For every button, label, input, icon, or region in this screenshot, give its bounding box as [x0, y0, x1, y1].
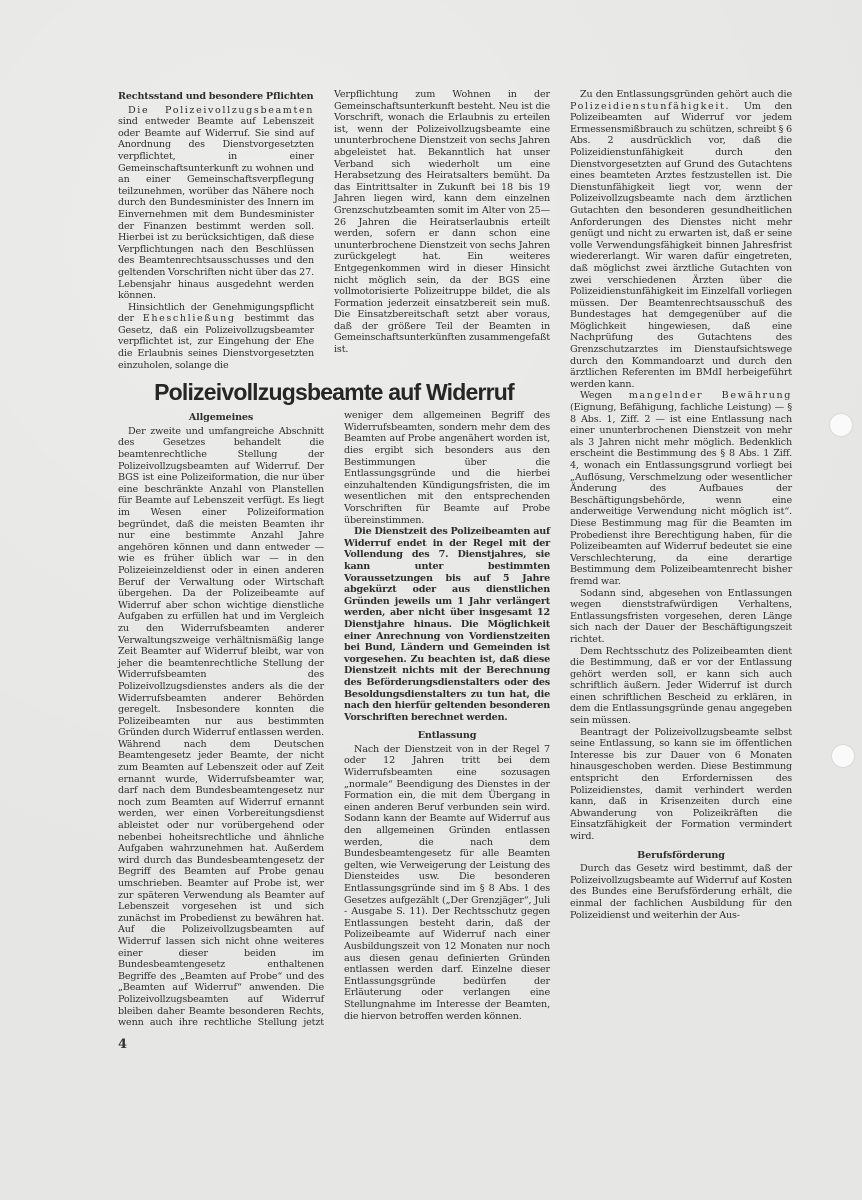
section-heading-berufsfoerderung: Berufsförderung — [637, 849, 725, 861]
section-heading-entlassung: Entlassung — [417, 730, 477, 742]
paragraph-text: sind entweder Beamte auf Lebenszeit oder Beamte auf Widerruf. Sie sind auf Anordnung des Dienstvorgesetzten verpflichtet, in einer Gemeinschaftsunterkunft zu wohnen und an einer Gemeinschaftsverpflegung teilzunehmen, worüber das Nähere noch durch den Bundesminister des Innern im Einvernehmen mit dem Bundesminister der Finanzen bestimmt werden soll. Hierbei ist zu berücksichtigen, daß diese Verpflichtungen nach den Beschlüssen des Beamtenrechtsausschusses und den geltenden Vorschriften nicht über das 27. Lebensjahr hinaus ausgedehnt werden können. — [118, 116, 314, 302]
paragraph-text: bestimmt das Gesetz, daß ein Polizeivollzugsbeamter verpflichtet ist, zur Eingehung der Ehe die Erlaubnis seines Dienstvorgesetzten einzuholen, solange die — [118, 313, 315, 371]
spaced-term: Die Polizeivollzugsbeamten — [128, 104, 314, 116]
paragraph: Verpflichtung zum Wohnen in der Gemeinschaftsunterkunft besteht. Neu ist die Vorschrift, wonach die Erlaubnis zu erteilen ist, wenn der Polizeivollzugsbeamte eine ununterbrochene Dienstzeit von sechs Jahren abgeleistet hat. Bekanntlich hat unser Verband sich wiederholt um eine Herabsetzung des Heiratsalters bemüht. Da das Eintrittsalter in Zukunft bei 18 bis 19 Jahren liegen wird, kann dem einzelnen Grenzschutzbeamten somit im Alter von 25—26 Jahren die Heiratserlaubnis erteilt werden, sofern er dann schon eine ununterbrochene Dienstzeit von sechs Jahren zurückgelegt hat. Ein weiteres Entgegenkommen wird in dieser Hinsicht nicht möglich sein, da der BGS eine vollmotorisierte Polizeitruppe bildet, die als Formation jederzeit einsatzbereit sein muß. Die Einsatzbereitschaft setzt aber voraus, daß der größere Teil der Beamten in Gemeinschaftsunterkünften zusammengefaßt ist. — [334, 89, 550, 356]
paragraph-text: (Eignung, Befähigung, fachliche Leistung) — § 8 Abs. 1, Ziff. 2 — ist eine Entlassung nach einer ununterbrochenen Dienstzeit von mehr als 3 Jahren nicht mehr möglich. Bedenklich erscheint die Bestimmung des § 8 Abs. 1 Ziff. 4, wonach ein Entlassungsgrund vorliegt bei „Auflösung, Verschmelzung oder wesentlicher Änderung des Aufbaues der Beschäftigungsbehörde, wenn eine anderweitige Verwendung nicht möglich ist“. Diese Bestimmung mag für die Beamten im Probedienst ihre Berechtigung haben, für die Polizeibeamten auf Widerruf bedeutet sie eine Verschlechterung, da eine derartige Bestimmung dem Polizeibeamtenrecht bisher fremd war. — [570, 402, 792, 587]
paragraph-bold: Die Dienstzeit des Polizeibeamten auf Widerruf endet in der Regel mit der Vollendung des 7. Dienstjahres, sie kann unter bestimmten Voraussetzungen bis auf 5 Jahre abgekürzt oder aus dienstlichen Gründen jeweils um 1 Jahr verlängert werden, aber nicht über insgesamt 12 Dienstjahre hinaus. Die Möglichkeit einer Anrechnung von Vordienstzeiten bei Bund, Ländern und Gemeinden ist vorgesehen. Zu beachten ist, daß diese Dienstzeit nichts mit der Berechnung des Beförderungsdienstalters oder des Besoldungsdienstalters zu tun hat, die nach den hierfür geltenden besonderen Vorschriften berechnet werden. — [344, 526, 550, 723]
paragraph — [570, 390, 792, 587]
paragraph-text: Zu den Entlassungsgründen gehört auch die — [580, 89, 792, 100]
paragraph: Dem Rechtsschutz des Polizeibeamten dient die Bestimmung, daß er vor der Entlassung gehört werden soll, er kann sich auch schriftlich äußern. Jeder Widerruf ist durch einen schriftlichen Bescheid zu erklären, in dem die Entlassungsgründe genau angegeben sein müssen. — [570, 645, 792, 727]
spaced-term: Polizeidienstunfähigkeit. — [570, 100, 731, 112]
punch-hole-icon — [830, 414, 852, 436]
upper-columns — [118, 89, 550, 371]
paragraph: Der zweite und umfangreiche Abschnitt des Gesetzes behandelt die beamtenrechtliche Stellung der Polizeivollzugsbeamten auf Widerruf. Der BGS ist eine Polizeiformation, die nur über eine beschränkte Anzahl von Planstellen für Beamte auf Lebenszeit verfügt. Es liegt im Wesen einer Polizeiformation begründet, daß die meisten Beamten ihr nur eine bestimmte Anzahl Jahre angehören können und dann entweder — wie es früher üblich war — in den Polizeieinzeldienst oder in einen anderen Beruf der Verwaltung oder Wirtschaft übergehen. Da der Polizeibeamte auf Widerruf aber schon wichtige dienstliche Aufgaben zu erfüllen hat und im Vergleich zu den Widerrufsbeamten anderer Verwaltungszweige verhältnismäßig lange Zeit Beamter auf Widerruf bleibt, war von jeher die beamtenrechtliche Stellung der Widerrufsbeamten des Polizeivollzugsdienstes anders als die der Widerrufsbeamten anderer Behörden geregelt. Insbesondere konnten die Polizeibeamten nur aus bestimmten Gründen durch Widerruf entlassen werden. Während nach dem Deutschen Beamtengesetz jeder Beamte, der nicht zum Beamten auf Lebenszeit oder auf Zeit ernannt wurde, Widerrufsbeamter war, darf nach dem Bundesbeamtengesetz nur noch zum Beamten auf Widerruf ernannt werden, wer einen Vorbereitungsdienst ableistet oder nur vorübergehend oder nebenbei hoheitsrechtliche und ähnliche Aufgaben wahrzunehmen hat. Außerdem wird durch das Bundesbeamtengesetz der Begriff des Beamten auf Probe genau umschrieben. Beamter auf Probe ist, wer zur späteren Verwendung als Beamter auf Lebenszeit vorgesehen ist und sich zunächst im Probedienst zu bewähren hat. Auf die Polizeivollzugsbeamten auf Widerruf lassen sich nicht ohne weiteres einer dieser beiden im Bundesbeamtengesetz enthaltenen Begriffe des „Beamten auf Probe“ und des „Beamten auf Widerruf“ anwenden. Die Polizeivollzugsbeamten auf Widerruf bleiben daher Beamte besonderen Rechts, wenn auch ihre rechtliche Stellung jetzt weniger dem allgemeinen Begriff des Widerrufsbeamten, sondern mehr dem des Beamten auf Probe angenähert worden ist, dies ergibt sich besonders aus den Bestimmungen über die Entlassungsgründe und die hierbei einzuhaltenden Kündigungsfristen, die im wesentlichen mit den entsprechenden Vorschriften für Beamte auf Probe übereinstimmen. — [118, 410, 550, 1029]
paragraph: Durch das Gesetz wird bestimmt, daß der Polizeivollzugsbeamte auf Widerruf auf Kosten des Bundes eine Berufsförderung erhält, die einmal der fachlichen Ausbildung für den Polizeidienst und weiterhin der Aus- — [570, 863, 792, 921]
spaced-term: mangelnder Bewährung — [628, 390, 792, 402]
paragraph: Sodann sind, abgesehen von Entlassungen wegen dienststrafwürdigen Verhaltens, Entlassungsfristen vorgesehen, deren Länge sich nach der Dauer der Beschäftigungszeit richtet. — [570, 587, 792, 645]
lower-columns — [118, 410, 550, 1028]
punch-hole-icon — [832, 745, 854, 767]
paragraph: Beantragt der Polizeivollzugsbeamte selbst seine Entlassung, so kann sie im öffentlichen Interesse bis zur Dauer von 6 Monaten hinausgeschoben werden. Diese Bestimmung entspricht den Erfordernissen des Polizeidienstes, damit verhindert werden kann, daß in Krisenzeiten durch eine Abwanderung von Polizeikräften die Einsatzfähigkeit der Formation vermindert wird. — [570, 726, 792, 842]
spaced-term: Eheschließung — [142, 313, 236, 325]
section-heading-rechtsstand: Rechtsstand und besondere Pflichten — [118, 91, 314, 102]
page-columns — [118, 89, 812, 1052]
paragraph — [118, 105, 314, 302]
column-2-upper — [334, 89, 550, 371]
paragraph-text: Wegen — [580, 390, 613, 402]
left-column-pair — [118, 89, 550, 1052]
paragraph: Nach der Dienstzeit von in der Regel 7 oder 12 Jahren tritt bei dem Widerrufsbeamten eine sozusagen „normale“ Beendigung des Dienstes in der Formation ein, die mit dem Übergang in einen anderen Beruf verbunden sein wird. Sodann kann der Beamte auf Widerruf aus den allgemeinen Gründen entlassen werden, die nach dem Bundesbeamtengesetz für alle Beamten gelten, wie Verweigerung der Leistung des Diensteides usw. Die besonderen Entlassungsgründe sind im § 8 Abs. 1 des Gesetzes aufgezählt („Der Grenzjäger“, Juli - Ausgabe S. 11). Der Rechtsschutz gegen Entlassungen besteht darin, daß der Polizeibeamte auf Widerruf nach einer Ausbildungszeit von 12 Monaten nur noch aus diesen genau definierten Gründen entlassen werden darf. Einzelne dieser Entlassungsgründe bedürfen der Erläuterung oder verlangen eine Stellungnahme im Interesse der Beamten, die hiervon betroffen werden können. — [344, 743, 550, 1022]
article-headline: Polizeivollzugsbeamte auf Widerruf — [154, 379, 514, 406]
paragraph — [118, 302, 314, 372]
paragraph-text: Um den Polizeibeamten auf Widerruf vor jedem Ermessensmißbrauch zu schützen, schreibt § 6 Abs. 2 ausdrücklich vor, daß die Polizeidienstunfähigkeit durch den Dienstvorgesetzten auf Grund des Gutachtens eines beamteten Arztes festzustellen ist. Die Dienstunfähigkeit liegt vor, wenn der Polizeivollzugsbeamte nach dem ärztlichen Gutachten den besonderen gesundheitlichen Anforderungen des Dienstes nicht mehr genügt und nicht zu erwarten ist, daß er seine volle Verwendungsfähigkeit binnen Jahresfrist wiedererlangt. Wir waren dafür eingetreten, daß möglichst zwei ärztliche Gutachten von zwei verschiedenen Ärzten über die Polizeidienstunfähigkeit im Einzelfall vorliegen müssen. Der Beamtenrechtsausschuß des Bundestages hat demgegenüber auf die Möglichkeit hingewiesen, daß eine Nachprüfung des Gutachtens des Grenzschutzarztes im Dienstaufsichtswege durch den Kommandoarzt und durch den ärztlichen Referenten im BMdI herbeigeführt werden kann. — [570, 100, 792, 390]
page-number: 4 — [118, 1036, 128, 1052]
column-1-upper — [118, 89, 314, 371]
paragraph-text: Hinsichtlich der Genehmigungspflicht der — [118, 301, 314, 325]
paragraph — [570, 89, 792, 390]
section-heading-allgemeines: Allgemeines — [188, 412, 254, 424]
lower-column-flow — [118, 410, 550, 1028]
column-3 — [570, 89, 792, 1052]
